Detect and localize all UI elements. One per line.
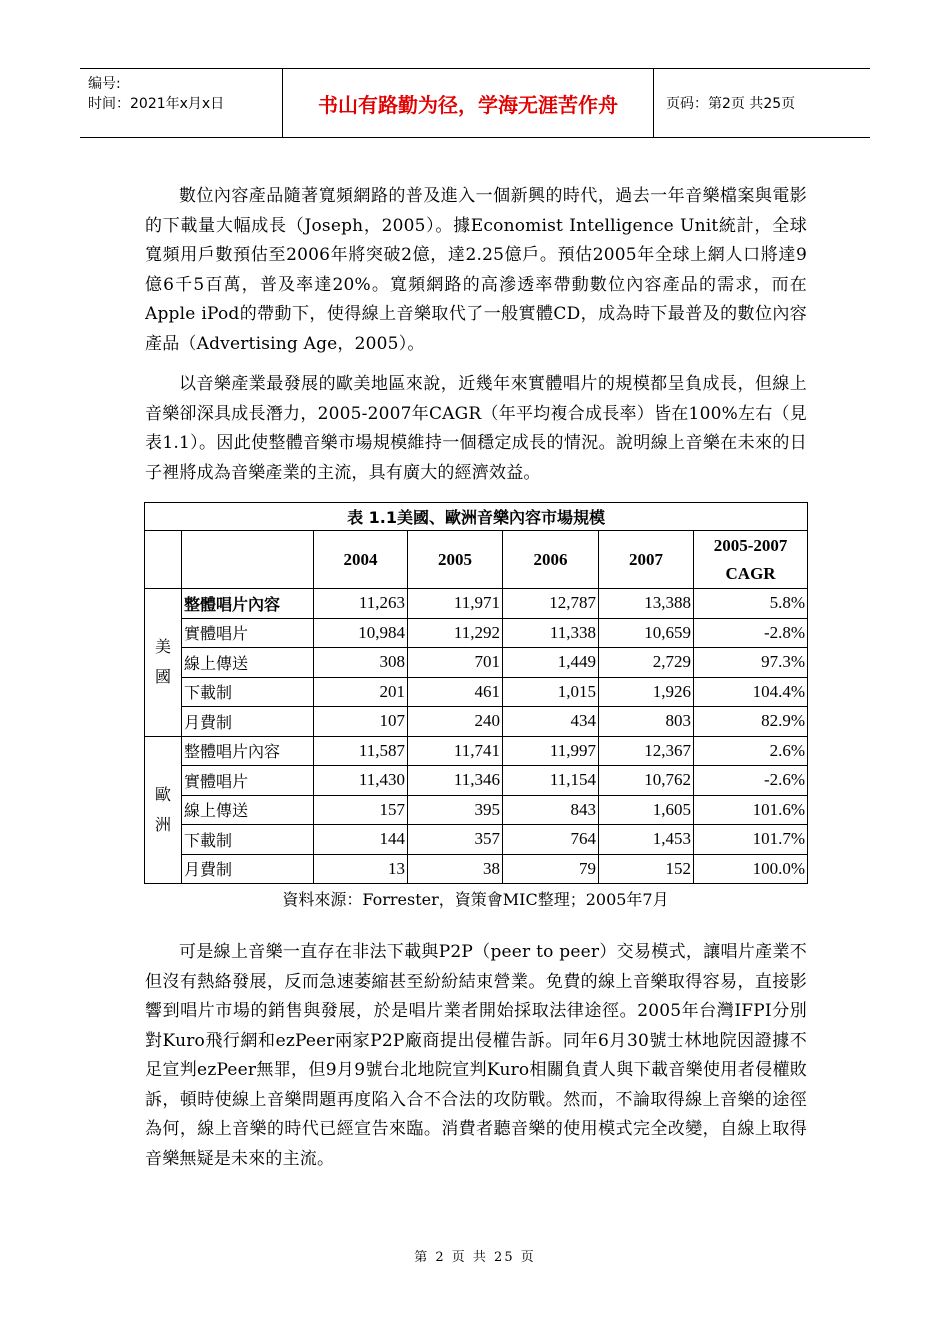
row-label: 整體唱片內容 <box>182 589 314 619</box>
music-market-table <box>144 502 808 884</box>
region-usa <box>145 589 182 737</box>
header-info-cell <box>80 69 283 137</box>
value-cell: 107 <box>314 707 408 737</box>
value-cell: 2,729 <box>599 648 694 678</box>
year-header: 2005 <box>408 531 503 589</box>
header-motto: 书山有路勤为径，学海无涯苦作舟 <box>283 69 654 137</box>
value-cell: 1,015 <box>503 677 599 707</box>
region-usa-char1: 美 <box>154 637 171 657</box>
cagr-cell: 5.8% <box>694 589 808 619</box>
table-source: 資料來源：Forrester，資策會MIC整理；2005年7月 <box>282 890 669 909</box>
value-cell: 11,971 <box>408 589 503 619</box>
cagr-cell: -2.6% <box>694 766 808 796</box>
value-cell: 1,926 <box>599 677 694 707</box>
label-header-cell <box>182 531 314 589</box>
value-cell: 308 <box>314 648 408 678</box>
row-label: 月費制 <box>182 854 314 884</box>
value-cell: 11,338 <box>503 618 599 648</box>
value-cell: 11,346 <box>408 766 503 796</box>
paragraph-2: 以音樂產業最發展的歐美地區來說，近幾年來實體唱片的規模都呈負成長，但線上音樂卻深具成長潛力，2005-2007年CAGR（年平均複合成長率）皆在100%左右（見表1.1）。因此使整體音樂市場規模維持一個穩定成長的情況。說明線上音樂在未來的日子裡將成為音樂產業的主流，具有廣大的經濟效益。 <box>145 374 807 483</box>
cagr-cell: 101.7% <box>694 825 808 855</box>
cagr-cell: 82.9% <box>694 707 808 737</box>
value-cell: 434 <box>503 707 599 737</box>
value-cell: 461 <box>408 677 503 707</box>
paragraph-1: 數位內容產品隨著寬頻網路的普及進入一個新興的時代，過去一年音樂檔案與電影的下載量大幅成長（Joseph，2005）。據Economist Intelligence Unit統計，全球寬頻用戶數預估至2006年將突破2億，達2.25億戶。預估2005年全球上網人口將達9億6千5百萬，普及率達20%。寬頻網路的高滲透率帶動數位內容產品的需求，而在Apple iPod的帶動下，使得線上音樂取代了一般實體CD，成為時下最普及的數位內容產品（Advertising Age，2005）。 <box>145 186 807 354</box>
value-cell: 11,997 <box>503 736 599 766</box>
value-cell: 843 <box>503 795 599 825</box>
table-row <box>145 589 808 619</box>
value-cell: 79 <box>503 854 599 884</box>
row-label: 整體唱片內容 <box>182 736 314 766</box>
value-cell: 12,367 <box>599 736 694 766</box>
page-header <box>80 68 870 138</box>
value-cell: 201 <box>314 677 408 707</box>
table-row <box>145 795 808 825</box>
value-cell: 11,430 <box>314 766 408 796</box>
cagr-cell: 97.3% <box>694 648 808 678</box>
table-row <box>145 854 808 884</box>
year-header: 2006 <box>503 531 599 589</box>
header-page-info: 页码：第2页 共25页 <box>666 96 796 112</box>
table-row <box>145 766 808 796</box>
paragraph-3: 可是線上音樂一直存在非法下載與P2P（peer to peer）交易模式，讓唱片產業不但沒有熱絡發展，反而急速萎縮甚至紛紛結束營業。免費的線上音樂取得容易，直接影響到唱片市場的銷售與發展，於是唱片業者開始採取法律途徑。2005年台灣IFPI分別對Kuro飛行網和ezPeer兩家P2P廠商提出侵權告訴。同年6月30號士林地院因證據不足宣判ezPeer無罪，但9月9號台北地院宣判Kuro相關負責人與下載音樂使用者侵權敗訴，頓時使線上音樂問題再度陷入合不合法的攻防戰。然而，不論取得線上音樂的途徑為何，線上音樂的時代已經宣告來臨。消費者聽音樂的使用模式完全改變，自線上取得音樂無疑是未來的主流。 <box>145 942 807 1169</box>
value-cell: 1,453 <box>599 825 694 855</box>
region-europe <box>145 736 182 884</box>
row-label: 月費制 <box>182 707 314 737</box>
value-cell: 1,605 <box>599 795 694 825</box>
year-header: 2004 <box>314 531 408 589</box>
value-cell: 803 <box>599 707 694 737</box>
value-cell: 240 <box>408 707 503 737</box>
value-cell: 10,659 <box>599 618 694 648</box>
table-row <box>145 825 808 855</box>
region-europe-char2: 洲 <box>154 814 171 834</box>
row-label: 實體唱片 <box>182 618 314 648</box>
value-cell: 13,388 <box>599 589 694 619</box>
value-cell: 10,984 <box>314 618 408 648</box>
value-cell: 12,787 <box>503 589 599 619</box>
value-cell: 357 <box>408 825 503 855</box>
value-cell: 157 <box>314 795 408 825</box>
value-cell: 11,741 <box>408 736 503 766</box>
cagr-header <box>694 531 808 589</box>
cagr-cell: 101.6% <box>694 795 808 825</box>
cagr-cell: 2.6% <box>694 736 808 766</box>
region-europe-char1: 歐 <box>154 784 171 804</box>
value-cell: 11,263 <box>314 589 408 619</box>
value-cell: 1,449 <box>503 648 599 678</box>
table-row <box>145 677 808 707</box>
value-cell: 11,292 <box>408 618 503 648</box>
value-cell: 152 <box>599 854 694 884</box>
value-cell: 11,587 <box>314 736 408 766</box>
region-usa-char2: 國 <box>154 667 171 687</box>
row-label: 線上傳送 <box>182 795 314 825</box>
value-cell: 11,154 <box>503 766 599 796</box>
table-row <box>145 648 808 678</box>
table-row <box>145 618 808 648</box>
cagr-cell: 104.4% <box>694 677 808 707</box>
year-header: 2007 <box>599 531 694 589</box>
value-cell: 144 <box>314 825 408 855</box>
table-row <box>145 707 808 737</box>
table-row <box>145 736 808 766</box>
corner-cell <box>145 531 182 589</box>
cagr-cell: 100.0% <box>694 854 808 884</box>
row-label: 下載制 <box>182 677 314 707</box>
value-cell: 13 <box>314 854 408 884</box>
value-cell: 701 <box>408 648 503 678</box>
code-label: 编号: <box>88 76 121 92</box>
cagr-cell: -2.8% <box>694 618 808 648</box>
time-label: 时间：2021年x月x日 <box>88 96 225 112</box>
table-caption: 表 1.1美國、歐洲音樂內容市場規模 <box>145 503 808 531</box>
cagr-header-line2: CAGR <box>725 563 776 583</box>
value-cell: 764 <box>503 825 599 855</box>
row-label: 線上傳送 <box>182 648 314 678</box>
row-label: 下載制 <box>182 825 314 855</box>
value-cell: 10,762 <box>599 766 694 796</box>
page-footer: 第 2 页 共 25 页 <box>414 1250 536 1265</box>
value-cell: 395 <box>408 795 503 825</box>
row-label: 實體唱片 <box>182 766 314 796</box>
value-cell: 38 <box>408 854 503 884</box>
cagr-header-line1: 2005-2007 <box>713 535 788 555</box>
